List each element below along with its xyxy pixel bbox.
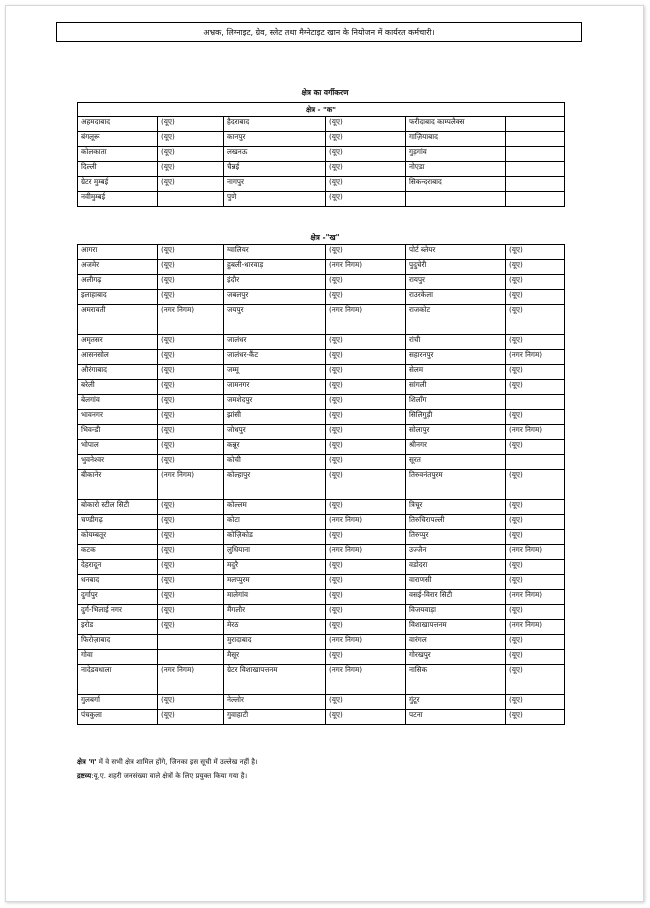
- city-cell: जमशेदपुर: [224, 395, 326, 410]
- type-cell: (यूए): [326, 650, 406, 665]
- city-cell: वारंगल: [406, 635, 506, 650]
- type-cell: [506, 395, 565, 410]
- city-cell: कोयम्बतूर: [78, 530, 158, 545]
- city-cell: कानपुर: [224, 132, 326, 147]
- table-row: [78, 147, 565, 162]
- type-cell: [506, 117, 565, 132]
- type-cell: (नगर निगम): [158, 305, 224, 335]
- city-cell: गुंटूर: [406, 695, 506, 710]
- city-cell: जोधपुर: [224, 425, 326, 440]
- table-row: [78, 650, 565, 665]
- type-cell: (यूए): [326, 620, 406, 635]
- city-cell: तिरुप्पुर: [406, 530, 506, 545]
- type-cell: (यूए): [158, 590, 224, 605]
- city-cell: लुधियाना: [224, 545, 326, 560]
- zone-a-title: क्षेत्र - "क": [78, 103, 565, 117]
- type-cell: (नगर निगम): [326, 665, 406, 695]
- city-cell: अमृतसर: [78, 335, 158, 350]
- type-cell: (यूए): [506, 515, 565, 530]
- city-cell: उज्जैन: [406, 545, 506, 560]
- type-cell: (यूए): [506, 440, 565, 455]
- city-cell: जालंधर: [224, 335, 326, 350]
- table-row: [78, 620, 565, 635]
- type-cell: (यूए): [158, 335, 224, 350]
- type-cell: (यूए): [326, 275, 406, 290]
- type-cell: (यूए): [326, 117, 406, 132]
- city-cell: जयपुर: [224, 305, 326, 335]
- city-cell: मैसूर: [224, 650, 326, 665]
- type-cell: (यूए): [158, 530, 224, 545]
- zone-c-label: क्षेत्र 'ग': [77, 758, 97, 766]
- city-cell: गाज़ियाबाद: [406, 132, 506, 147]
- type-cell: (यूए): [158, 710, 224, 725]
- type-cell: (यूए): [326, 575, 406, 590]
- city-cell: कोल्लम: [224, 500, 326, 515]
- table-row: [78, 117, 565, 132]
- city-cell: धनबाद: [78, 575, 158, 590]
- city-cell: कोटा: [224, 515, 326, 530]
- type-cell: [506, 162, 565, 177]
- city-cell: मुरादाबाद: [224, 635, 326, 650]
- zone-c-note: [77, 758, 567, 767]
- city-cell: जालंधर-कैंट: [224, 350, 326, 365]
- type-cell: (यूए): [158, 177, 224, 192]
- type-cell: (यूए): [158, 695, 224, 710]
- city-cell: बरेली: [78, 380, 158, 395]
- city-cell: फिरोज़ाबाद: [78, 635, 158, 650]
- type-cell: (नगर निगम): [326, 515, 406, 530]
- city-cell: विजयवाड़ा: [406, 605, 506, 620]
- city-cell: गुड़गांव: [406, 147, 506, 162]
- city-cell: ग्रेटर विशाखापत्तनम: [224, 665, 326, 695]
- city-cell: सहारनपुर: [406, 350, 506, 365]
- type-cell: (यूए): [158, 545, 224, 560]
- city-cell: श्रीनगर: [406, 440, 506, 455]
- type-cell: (यूए): [506, 605, 565, 620]
- type-cell: (यूए): [326, 590, 406, 605]
- type-cell: (यूए): [158, 245, 224, 260]
- table-row: [78, 425, 565, 440]
- type-cell: [506, 192, 565, 207]
- type-cell: (यूए): [326, 530, 406, 545]
- type-cell: (नगर निगम): [326, 260, 406, 275]
- table-row: [78, 710, 565, 725]
- type-cell: (यूए): [506, 560, 565, 575]
- table-row: [78, 560, 565, 575]
- type-cell: (यूए): [158, 500, 224, 515]
- city-cell: कोलकाता: [78, 147, 158, 162]
- type-cell: (नगर निगम): [326, 545, 406, 560]
- city-cell: इलाहाबाद: [78, 290, 158, 305]
- type-cell: [506, 177, 565, 192]
- city-cell: शिलॉंग: [406, 395, 506, 410]
- type-cell: (यूए): [158, 380, 224, 395]
- type-cell: (यूए): [326, 290, 406, 305]
- city-cell: त्रिचूर: [406, 500, 506, 515]
- zone-c-text: में वे सभी क्षेत्र शामिल होंगे, जिनका इस सूची में उल्लेख नहीं है।: [98, 758, 258, 766]
- city-cell: दुर्ग-भिलाई नगर: [78, 605, 158, 620]
- city-cell: लखनऊ: [224, 147, 326, 162]
- city-cell: नादेडवधाला: [78, 665, 158, 695]
- type-cell: (यूए): [158, 575, 224, 590]
- type-cell: (यूए): [326, 440, 406, 455]
- city-cell: जम्मू: [224, 365, 326, 380]
- city-cell: ग्वालियर: [224, 245, 326, 260]
- table-row: [78, 605, 565, 620]
- city-cell: वडोदरा: [406, 560, 506, 575]
- city-cell: भावनगर: [78, 410, 158, 425]
- type-cell: (यूए): [158, 290, 224, 305]
- city-cell: दुर्गापुर: [78, 590, 158, 605]
- city-cell: सिकन्दराबाद: [406, 177, 506, 192]
- type-cell: (यूए): [326, 605, 406, 620]
- table-row: [78, 305, 565, 335]
- type-cell: [158, 650, 224, 665]
- city-cell: अलीगढ़: [78, 275, 158, 290]
- city-cell: पुदुचेरी: [406, 260, 506, 275]
- table-row: [78, 515, 565, 530]
- table-row: [78, 545, 565, 560]
- type-cell: (नगर निगम): [158, 665, 224, 695]
- city-cell: नोएडा: [406, 162, 506, 177]
- city-cell: ग्रेटर मुम्बई: [78, 177, 158, 192]
- type-cell: (यूए): [158, 425, 224, 440]
- type-cell: (यूए): [506, 710, 565, 725]
- type-cell: (यूए): [506, 365, 565, 380]
- type-cell: (यूए): [326, 365, 406, 380]
- table-row: [78, 635, 565, 650]
- city-cell: रायपुर: [406, 275, 506, 290]
- type-cell: (यूए): [326, 425, 406, 440]
- type-cell: (यूए): [158, 440, 224, 455]
- type-cell: (यूए): [158, 455, 224, 470]
- city-cell: औरंगाबाद: [78, 365, 158, 380]
- type-cell: (यूए): [158, 147, 224, 162]
- zone-b-heading: क्षेत्र -"ख": [310, 233, 340, 242]
- city-cell: पोर्ट ब्लेयर: [406, 245, 506, 260]
- city-cell: विशाखापत्तनम: [406, 620, 506, 635]
- type-cell: (यूए): [326, 162, 406, 177]
- ua-note-label: द्रष्टव्य: [77, 772, 92, 780]
- table-row: [78, 410, 565, 425]
- type-cell: (नगर निगम): [506, 545, 565, 560]
- type-cell: (यूए): [506, 260, 565, 275]
- type-cell: (यूए): [326, 177, 406, 192]
- type-cell: (यूए): [158, 605, 224, 620]
- city-cell: झांसी: [224, 410, 326, 425]
- type-cell: (यूए): [506, 650, 565, 665]
- table-row: [78, 665, 565, 695]
- city-cell: तिरुवनंतपुरम: [406, 470, 506, 500]
- type-cell: (यूए): [326, 350, 406, 365]
- type-cell: (यूए): [158, 620, 224, 635]
- table-row: [78, 395, 565, 410]
- city-cell: अहमदाबाद: [78, 117, 158, 132]
- ua-note-text: :यू.ए. शहरी जनसंख्या वाले क्षेत्रों के लिए प्रयुक्त किया गया है।: [91, 772, 248, 780]
- city-cell: इंदौर: [224, 275, 326, 290]
- type-cell: (यूए): [158, 515, 224, 530]
- type-cell: [506, 132, 565, 147]
- city-cell: जबलपुर: [224, 290, 326, 305]
- table-row: [78, 275, 565, 290]
- type-cell: (नगर निगम): [506, 350, 565, 365]
- city-cell: नागपुर: [224, 177, 326, 192]
- city-cell: पंचकुला: [78, 710, 158, 725]
- type-cell: (यूए): [158, 365, 224, 380]
- city-cell: भुवनेश्वर: [78, 455, 158, 470]
- type-cell: (यूए): [506, 665, 565, 695]
- table-row: [78, 500, 565, 515]
- type-cell: (यूए): [158, 117, 224, 132]
- type-cell: (यूए): [506, 635, 565, 650]
- city-cell: सूरत: [406, 455, 506, 470]
- city-cell: कन्नूर: [224, 440, 326, 455]
- city-cell: दिल्ली: [78, 162, 158, 177]
- table-row: [78, 132, 565, 147]
- city-cell: चैन्नई: [224, 162, 326, 177]
- type-cell: (यूए): [326, 335, 406, 350]
- type-cell: (नगर निगम): [326, 635, 406, 650]
- type-cell: [506, 147, 565, 162]
- type-cell: (यूए): [158, 132, 224, 147]
- city-cell: गुवाहाटी: [224, 710, 326, 725]
- type-cell: (यूए): [326, 470, 406, 500]
- city-cell: बेलगांव: [78, 395, 158, 410]
- table-row: [78, 380, 565, 395]
- table-row: [78, 455, 565, 470]
- city-cell: रांची: [406, 335, 506, 350]
- zone-b-table: [77, 244, 565, 725]
- type-cell: (यूए): [326, 395, 406, 410]
- city-cell: बीकानेर: [78, 470, 158, 500]
- city-cell: पटना: [406, 710, 506, 725]
- ua-note: [77, 772, 567, 781]
- city-cell: इरोड: [78, 620, 158, 635]
- type-cell: (नगर निगम): [158, 470, 224, 500]
- city-cell: फरीदाबाद काम्पलैक्स: [406, 117, 506, 132]
- city-cell: हुबली-धारवाड़: [224, 260, 326, 275]
- city-cell: अमरावती: [78, 305, 158, 335]
- type-cell: (यूए): [506, 575, 565, 590]
- city-cell: जामनगर: [224, 380, 326, 395]
- type-cell: [158, 192, 224, 207]
- city-cell: मेरठ: [224, 620, 326, 635]
- table-row: [78, 470, 565, 500]
- city-cell: नासिक: [406, 665, 506, 695]
- table-row: [78, 440, 565, 455]
- city-cell: मालेगांव: [224, 590, 326, 605]
- type-cell: (यूए): [506, 530, 565, 545]
- city-cell: कोज़िकोड: [224, 530, 326, 545]
- type-cell: (यूए): [158, 350, 224, 365]
- city-cell: आसनसोल: [78, 350, 158, 365]
- type-cell: (नगर निगम): [506, 425, 565, 440]
- type-cell: (यूए): [326, 132, 406, 147]
- city-cell: कोची: [224, 455, 326, 470]
- table-row: [78, 575, 565, 590]
- table-row: [78, 290, 565, 305]
- type-cell: (यूए): [326, 380, 406, 395]
- city-cell: वसई-विरार सिटी: [406, 590, 506, 605]
- type-cell: (यूए): [326, 245, 406, 260]
- city-cell: राजकोट: [406, 305, 506, 335]
- type-cell: (यूए): [158, 410, 224, 425]
- type-cell: (यूए): [326, 192, 406, 207]
- type-cell: (यूए): [506, 275, 565, 290]
- table-row: [78, 530, 565, 545]
- table-row: [78, 695, 565, 710]
- city-cell: मदुरै: [224, 560, 326, 575]
- type-cell: (यूए): [158, 275, 224, 290]
- city-cell: चण्डीगढ़: [78, 515, 158, 530]
- city-cell: भोपाल: [78, 440, 158, 455]
- city-cell: मैंगलौर: [224, 605, 326, 620]
- table-row: [78, 350, 565, 365]
- city-cell: सोलापुर: [406, 425, 506, 440]
- type-cell: (यूए): [326, 500, 406, 515]
- city-cell: बोकारो स्टील सिटी: [78, 500, 158, 515]
- city-cell: सिलिगुड़ी: [406, 410, 506, 425]
- city-cell: गोवा: [78, 650, 158, 665]
- type-cell: (यूए): [158, 260, 224, 275]
- city-cell: कोल्हापुर: [224, 470, 326, 500]
- type-cell: (यूए): [326, 147, 406, 162]
- city-cell: [406, 192, 506, 207]
- type-cell: (यूए): [158, 560, 224, 575]
- classification-title: क्षेत्र का वर्गीकरण: [301, 88, 349, 97]
- type-cell: (यूए): [506, 245, 565, 260]
- type-cell: (यूए): [506, 500, 565, 515]
- type-cell: (नगर निगम): [506, 590, 565, 605]
- city-cell: बंगलूरू: [78, 132, 158, 147]
- notes: [77, 758, 567, 781]
- city-cell: पुणे: [224, 192, 326, 207]
- zone-a-table: [77, 102, 565, 207]
- table-row: [78, 162, 565, 177]
- type-cell: (यूए): [506, 695, 565, 710]
- type-cell: (यूए): [158, 395, 224, 410]
- table-row: [78, 192, 565, 207]
- type-cell: [158, 635, 224, 650]
- city-cell: नेल्लोर: [224, 695, 326, 710]
- city-cell: भिवन्डी: [78, 425, 158, 440]
- city-cell: राउरकेला: [406, 290, 506, 305]
- city-cell: सेलम: [406, 365, 506, 380]
- city-cell: नवीमुम्बई: [78, 192, 158, 207]
- table-row: [78, 260, 565, 275]
- city-cell: मलप्पुरम: [224, 575, 326, 590]
- type-cell: (यूए): [326, 560, 406, 575]
- city-cell: आगरा: [78, 245, 158, 260]
- type-cell: (यूए): [506, 380, 565, 395]
- city-cell: अजमेर: [78, 260, 158, 275]
- type-cell: (यूए): [158, 162, 224, 177]
- city-cell: गुलबर्गा: [78, 695, 158, 710]
- type-cell: (नगर निगम): [326, 305, 406, 335]
- type-cell: (यूए): [326, 695, 406, 710]
- type-cell: (यूए): [506, 305, 565, 335]
- header-box: अभ्रक, लिग्नाइट, ग्रेव, स्लेट तथा मैग्नेटाइट खान के नियोजन में कार्यरत कर्मचारी।: [56, 22, 582, 42]
- city-cell: तिरुचिरापल्ली: [406, 515, 506, 530]
- type-cell: (यूए): [506, 410, 565, 425]
- table-row: [78, 590, 565, 605]
- type-cell: (यूए): [506, 335, 565, 350]
- type-cell: (यूए): [506, 290, 565, 305]
- type-cell: (यूए): [326, 455, 406, 470]
- type-cell: (यूए): [326, 410, 406, 425]
- city-cell: वाराणसी: [406, 575, 506, 590]
- table-row: [78, 335, 565, 350]
- table-row: [78, 245, 565, 260]
- table-row: [78, 177, 565, 192]
- city-cell: गोरखपुर: [406, 650, 506, 665]
- city-cell: हैदराबाद: [224, 117, 326, 132]
- type-cell: (यूए): [326, 710, 406, 725]
- type-cell: (नगर निगम): [506, 620, 565, 635]
- city-cell: कटक: [78, 545, 158, 560]
- type-cell: (यूए): [506, 470, 565, 500]
- city-cell: देहरादून: [78, 560, 158, 575]
- type-cell: [506, 455, 565, 470]
- table-row: [78, 365, 565, 380]
- city-cell: सांगली: [406, 380, 506, 395]
